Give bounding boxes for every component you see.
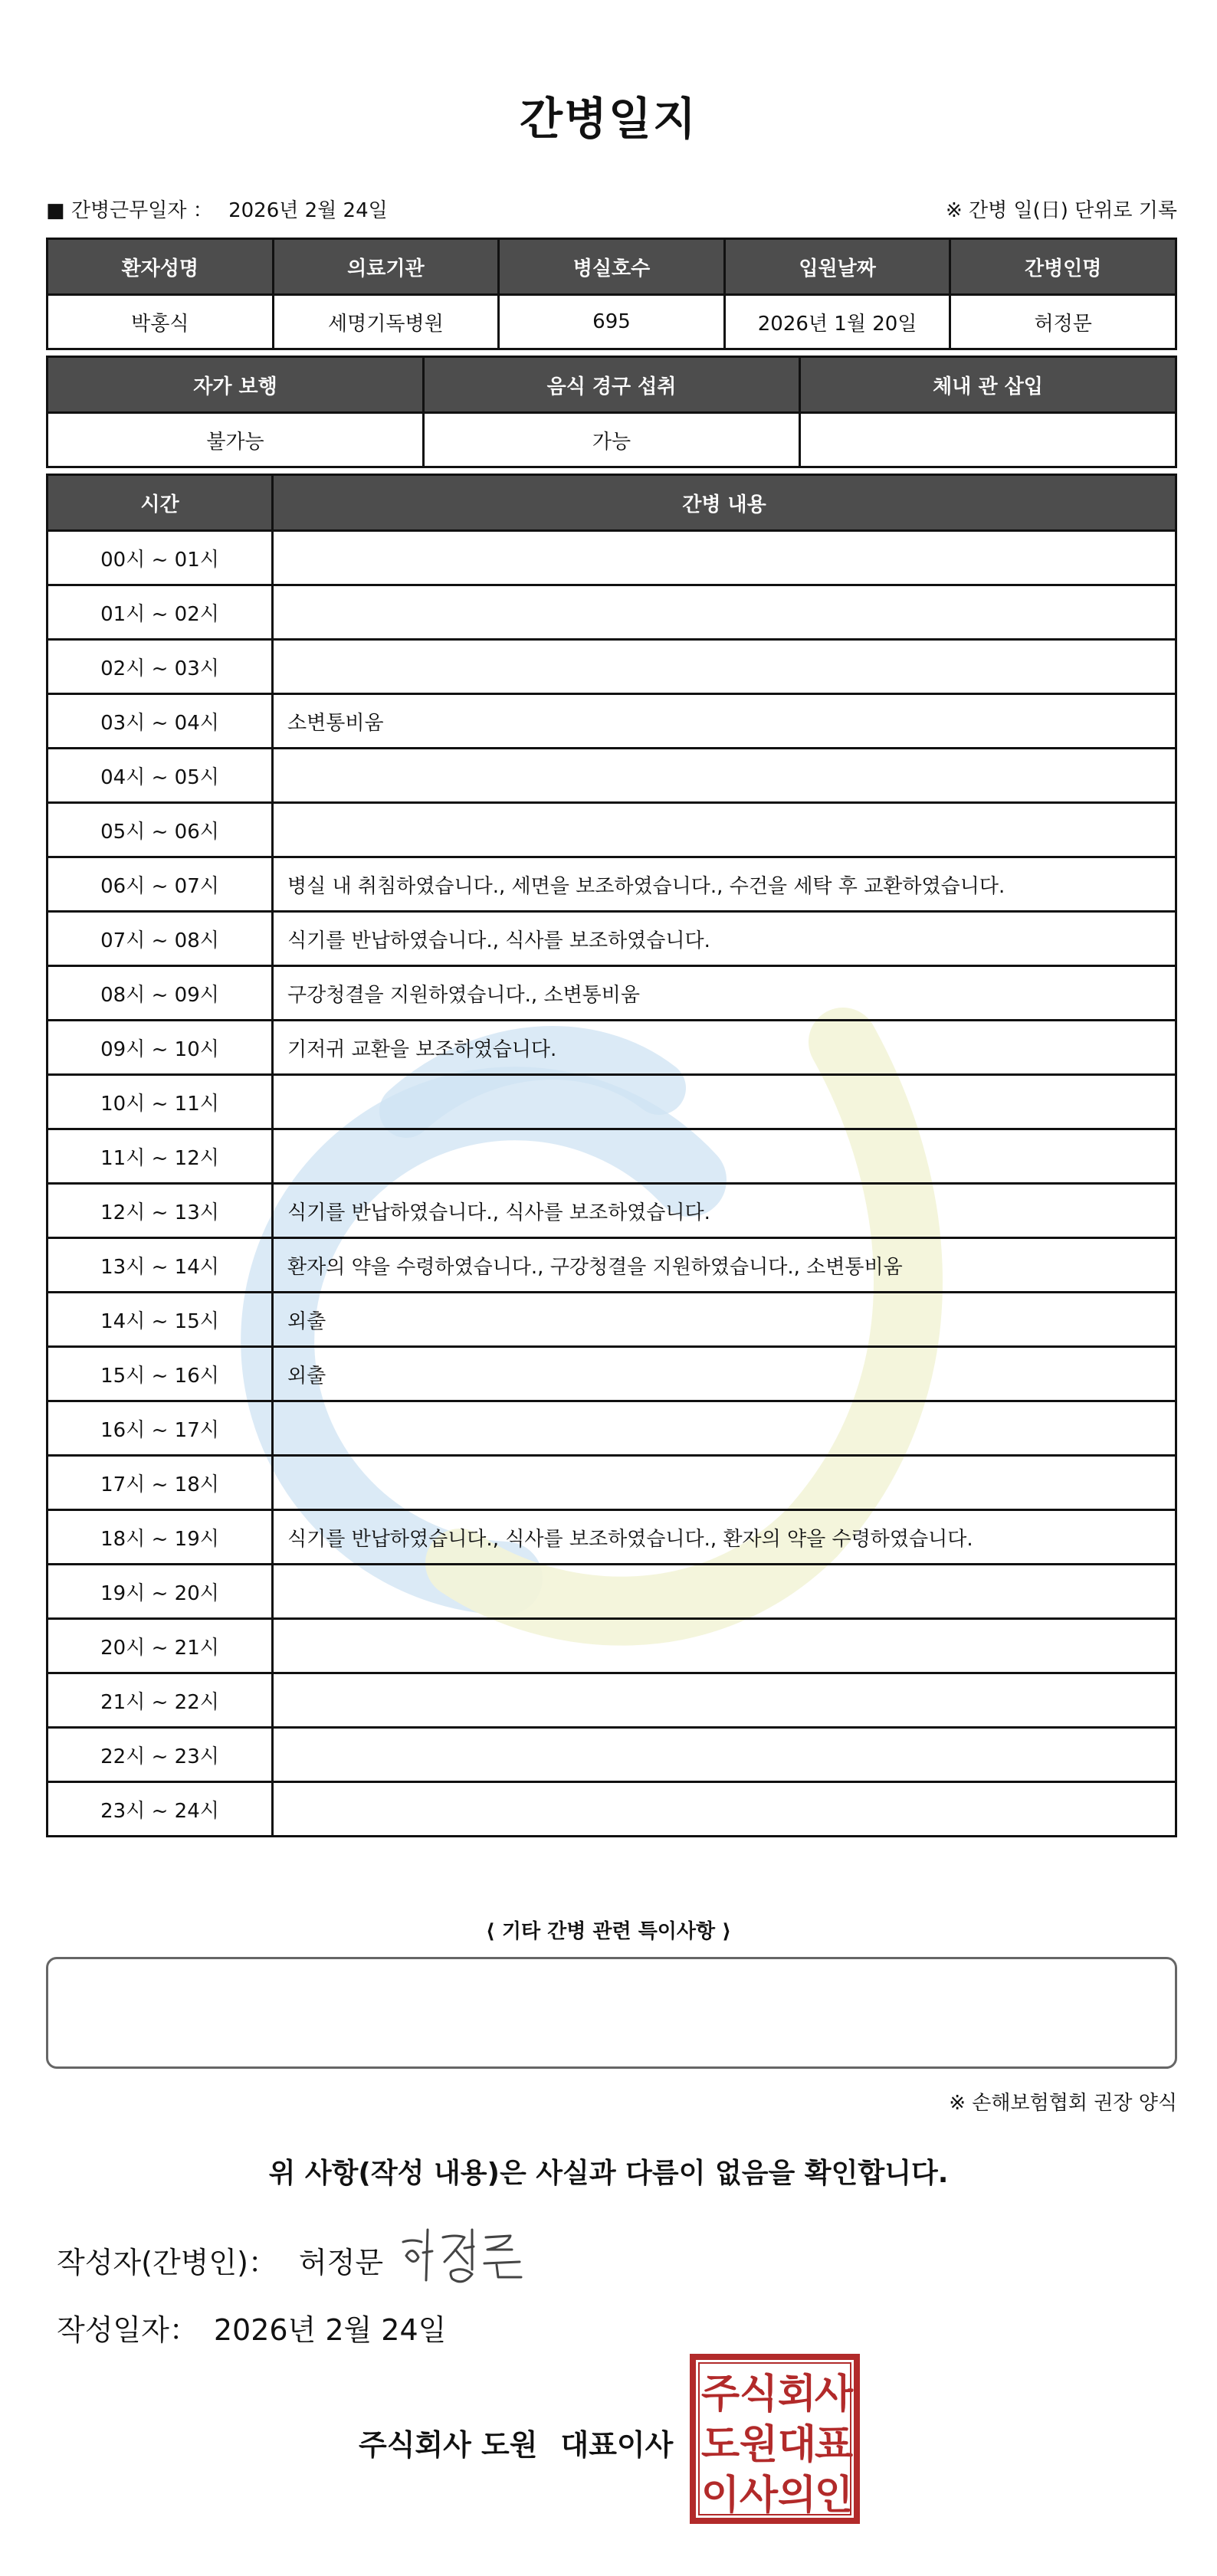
row-content: [273, 1728, 1176, 1782]
row-time: 18시 ~ 19시: [48, 1510, 273, 1565]
header-hospital: 의료기관: [273, 239, 499, 295]
table-row: [48, 1238, 1176, 1293]
row-time: 19시 ~ 20시: [48, 1565, 273, 1619]
row-content: 식기를 반납하였습니다., 식사를 보조하였습니다.: [273, 1184, 1176, 1238]
row-content: 외출: [273, 1347, 1176, 1401]
seal-character: 의: [777, 2473, 817, 2519]
patient-name: 박홍식: [48, 295, 274, 349]
table-row: [48, 1075, 1176, 1129]
row-time: 17시 ~ 18시: [48, 1456, 273, 1510]
table-row: [48, 803, 1176, 857]
row-content: [273, 1401, 1176, 1456]
table-row: [48, 1619, 1176, 1673]
oral-intake-status: 가능: [424, 413, 800, 467]
table-row: [48, 1293, 1176, 1347]
row-content: 식기를 반납하였습니다., 식사를 보조하였습니다.: [273, 912, 1176, 966]
row-content: [273, 1075, 1176, 1129]
table-row: [48, 966, 1176, 1021]
row-content: 소변통비움: [273, 694, 1176, 749]
header-patient-name: 환자성명: [48, 239, 274, 295]
seal-character: 사: [739, 2473, 779, 2519]
row-content: 병실 내 취침하였습니다., 세면을 보조하였습니다., 수건을 세탁 후 교환하였습니다.: [273, 857, 1176, 912]
row-content: 식기를 반납하였습니다., 식사를 보조하였습니다., 환자의 약을 수령하였습니다.: [273, 1510, 1176, 1565]
row-time: 15시 ~ 16시: [48, 1347, 273, 1401]
table-row: [48, 1129, 1176, 1184]
header-time: 시간: [48, 475, 273, 531]
row-content: [273, 1456, 1176, 1510]
record-unit-note: ※ 간병 일(日) 단위로 기록: [945, 199, 1177, 222]
company-name: 주식회사 도원: [359, 2428, 538, 2462]
company-line: [359, 2421, 673, 2463]
header-care-content: 간병 내용: [273, 475, 1176, 531]
row-time: 11시 ~ 12시: [48, 1129, 273, 1184]
walking-status: 불가능: [48, 413, 424, 467]
care-log-body: [48, 531, 1176, 1837]
writer-label: 작성자(간병인)：: [57, 2246, 277, 2279]
row-time: 02시 ~ 03시: [48, 640, 273, 694]
table-row: [48, 1456, 1176, 1510]
table-row: [48, 1782, 1176, 1837]
row-time: 14시 ~ 15시: [48, 1293, 273, 1347]
table-row: [48, 1728, 1176, 1782]
row-time: 00시 ~ 01시: [48, 531, 273, 585]
seal-character: 원: [739, 2422, 779, 2468]
care-log-table: [46, 474, 1177, 1837]
table-row: [48, 749, 1176, 803]
table-row: [48, 1021, 1176, 1075]
row-content: 기저귀 교환을 보조하였습니다.: [273, 1021, 1176, 1075]
table-row: [48, 1510, 1176, 1565]
room-number: 695: [499, 295, 725, 349]
admission-date: 2026년 1월 20일: [724, 295, 950, 349]
handwritten-signature: [395, 2219, 530, 2293]
row-time: 22시 ~ 23시: [48, 1728, 273, 1782]
row-time: 09시 ~ 10시: [48, 1021, 273, 1075]
row-content: [273, 640, 1176, 694]
company-seal: [688, 2352, 861, 2525]
row-time: 04시 ~ 05시: [48, 749, 273, 803]
header-admission-date: 입원날짜: [724, 239, 950, 295]
written-date-label: 작성일자：: [57, 2313, 198, 2347]
row-time: 05시 ~ 06시: [48, 803, 273, 857]
work-date: [46, 195, 388, 223]
row-content: [273, 1129, 1176, 1184]
written-date-line: [57, 2306, 446, 2348]
seal-character: 도: [700, 2422, 740, 2468]
table-row: [48, 1347, 1176, 1401]
notes-title: ⟨ 기타 간병 관련 특이사항 ⟩: [485, 1920, 732, 1943]
seal-character: 표: [814, 2422, 854, 2468]
page-title: 간병일지: [519, 93, 698, 145]
table-row: [48, 1673, 1176, 1728]
seal-character: 식: [739, 2371, 779, 2417]
table-row: [48, 1401, 1176, 1456]
work-date-value: 2026년 2월 24일: [228, 199, 388, 222]
seal-character: 대: [777, 2422, 817, 2468]
written-date-value: 2026년 2월 24일: [213, 2313, 447, 2347]
row-content: [273, 585, 1176, 640]
work-date-label: ■ 간병근무일자 ：: [46, 199, 213, 222]
patient-info-table: [46, 238, 1177, 350]
seal-character: 인: [814, 2473, 854, 2519]
table-row: [48, 585, 1176, 640]
header-caregiver: 간병인명: [950, 239, 1176, 295]
writer-line: [57, 2239, 383, 2281]
row-time: 06시 ~ 07시: [48, 857, 273, 912]
company-rep: 대표이사: [560, 2428, 674, 2462]
row-content: [273, 1782, 1176, 1837]
header-walking: 자가 보행: [48, 357, 424, 413]
notes-box: [46, 1957, 1177, 2069]
row-content: 구강청결을 지원하였습니다., 소변통비움: [273, 966, 1176, 1021]
header-tube: 체내 관 삽입: [800, 357, 1176, 413]
table-row: [48, 531, 1176, 585]
row-content: [273, 803, 1176, 857]
row-content: [273, 1673, 1176, 1728]
row-content: 외출: [273, 1293, 1176, 1347]
row-time: 01시 ~ 02시: [48, 585, 273, 640]
table-row: [48, 912, 1176, 966]
row-content: [273, 1565, 1176, 1619]
seal-character: 사: [814, 2371, 854, 2417]
header-room: 병실호수: [499, 239, 725, 295]
tube-status: [800, 413, 1176, 467]
row-time: 16시 ~ 17시: [48, 1401, 273, 1456]
table-row: [48, 640, 1176, 694]
row-time: 08시 ~ 09시: [48, 966, 273, 1021]
row-content: [273, 531, 1176, 585]
row-time: 07시 ~ 08시: [48, 912, 273, 966]
row-time: 23시 ~ 24시: [48, 1782, 273, 1837]
row-time: 20시 ~ 21시: [48, 1619, 273, 1673]
patient-status-table: [46, 356, 1177, 468]
row-time: 13시 ~ 14시: [48, 1238, 273, 1293]
row-time: 12시 ~ 13시: [48, 1184, 273, 1238]
row-content: 환자의 약을 수령하였습니다., 구강청결을 지원하였습니다., 소변통비움: [273, 1238, 1176, 1293]
table-row: [48, 694, 1176, 749]
row-content: [273, 749, 1176, 803]
row-time: 10시 ~ 11시: [48, 1075, 273, 1129]
row-time: 03시 ~ 04시: [48, 694, 273, 749]
seal-character: 회: [777, 2371, 817, 2417]
hospital-name: 세명기독병원: [273, 295, 499, 349]
row-time: 21시 ~ 22시: [48, 1673, 273, 1728]
writer-name: 허정문: [298, 2246, 384, 2279]
table-row: [48, 1184, 1176, 1238]
confirmation-statement: 위 사항(작성 내용)은 사실과 다름이 없음을 확인합니다.: [268, 2158, 949, 2189]
seal-character: 주: [700, 2371, 740, 2417]
table-row: [48, 857, 1176, 912]
table-row: [48, 1565, 1176, 1619]
caregiver-name: 허정문: [950, 295, 1176, 349]
recommendation-note: ※ 손해보험협회 권장 양식: [949, 2092, 1177, 2115]
header-oral-intake: 음식 경구 섭취: [424, 357, 800, 413]
row-content: [273, 1619, 1176, 1673]
seal-character: 이: [700, 2473, 740, 2519]
